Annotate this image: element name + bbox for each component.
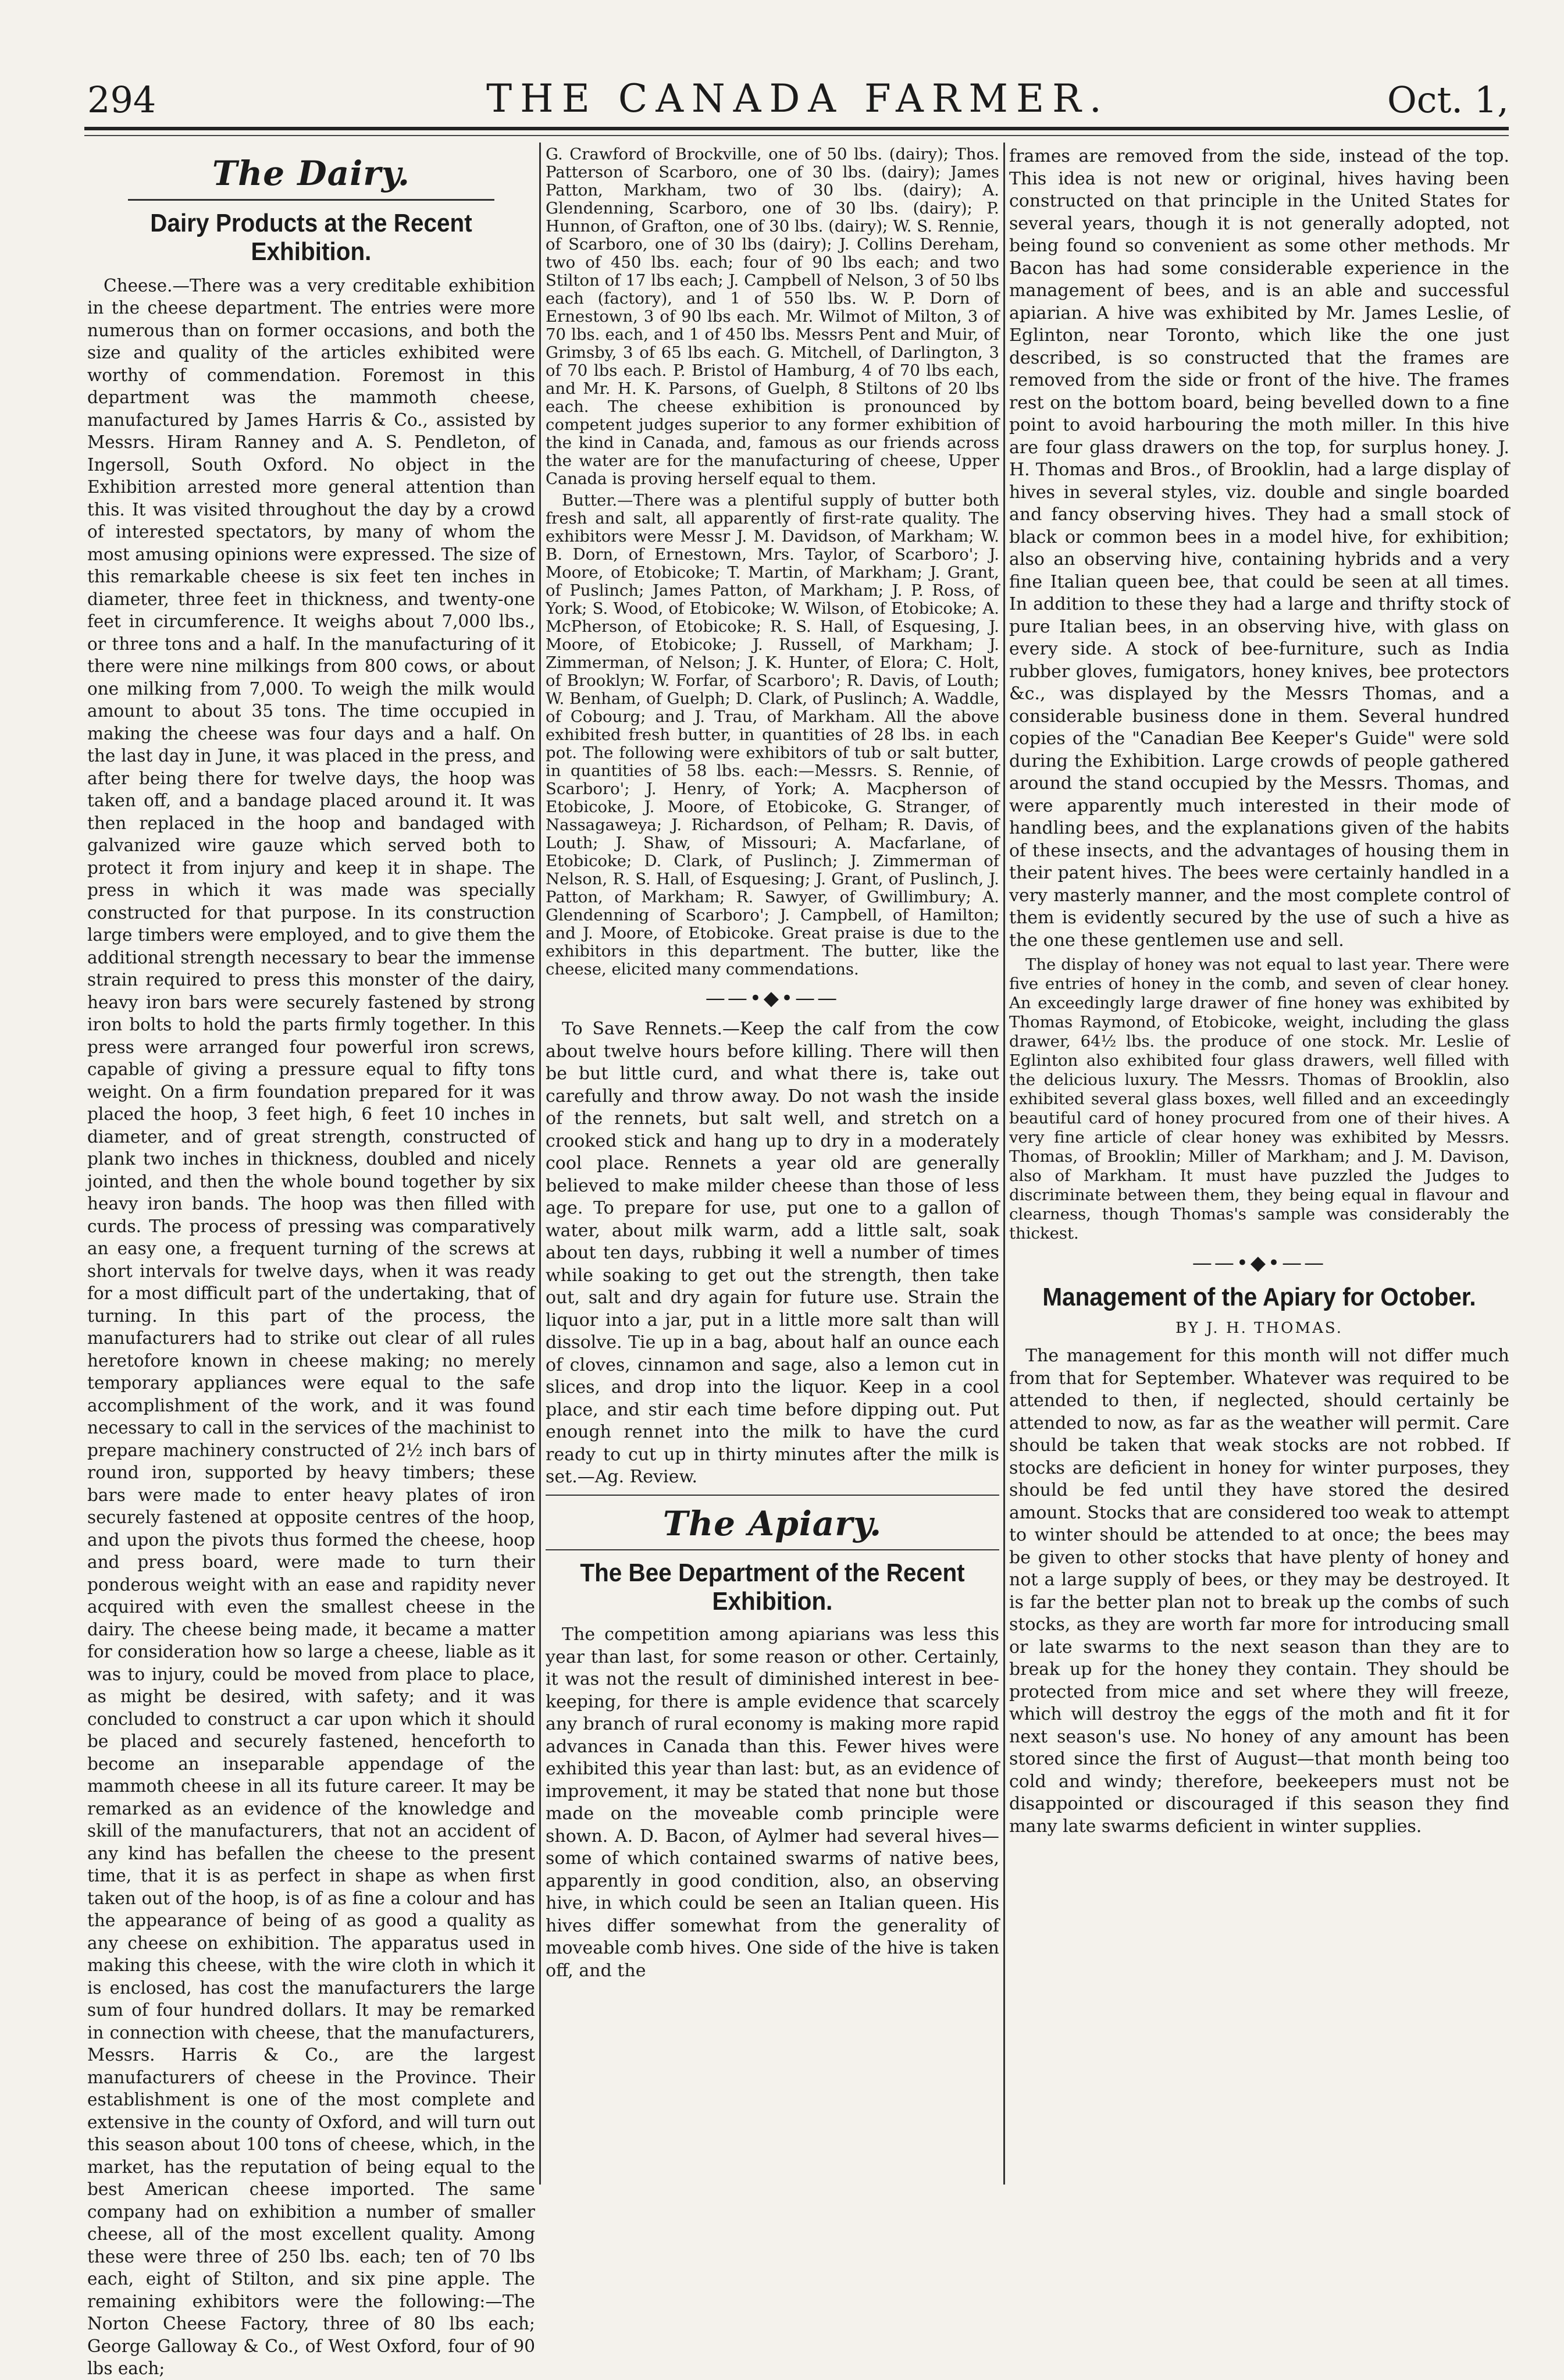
separator-ornament: ——•◆•—— — [1192, 1251, 1327, 1275]
separator-ornament: ——•◆•—— — [705, 987, 840, 1010]
article-paragraph-butter: Butter.—There was a plentiful supply of butter both fresh and salt, all apparently of first-rate quality. The exhibitors were Messr J. M. Davidson, of Markham; W. B. Dorn, of Ernestown, Mrs. Taylor, of Scarboro'; J. Moore, of Etobicoke; T. Martin, of Markham; J. Grant, of Puslinch; James Patton, of Markham; J. P. Ross, of York; S. Wood, of Etobicoke; W. Wilson, of Etobicoke; A. McPherson, of Etobicoke; R. S. Hall, of Esquesing, J. Moore, of Etobicoke; J. Russell, of Markham; J. Zimmerman, of Nelson; J. K. Hunter, of Elora; C. Holt, of Brooklyn; W. Forfar, of Scarboro'; R. Davis, of Louth; W. Benham, of Guelph; D. Clark, of Puslinch; A. Waddle, of Cobourg; and J. Trau, of Markham. All the above exhibited fresh butter, in quantities of 28 lbs. in each pot. The following were exhibitors of tub or salt butter, in quantities of 58 lbs. each:—Messrs. S. Rennie, of Scarboro'; J. Henry, of York; A. Macpherson of Etobicoke, J. Moore, of Etobicoke, G. Stranger, of Nassagaweya; J. Richardson, of Pelham; R. Davis, of Louth; J. Shaw, of Missouri; A. Macfarlane, of Etobicoke; D. Clark, of Puslinch; J. Zimmerman of Nelson, R. S. Hall, of Esquesing; J. Grant, of Puslinch, J. Patton, of Markham; R. Sawyer, of Gwillimbury; A. Glendenning of Scarboro'; J. Campbell, of Hamilton; and J. Moore, of Etobicoke. Great praise is due to the exhibitors in this department. The butter, like the cheese, elicited many commendations. — [546, 491, 999, 979]
masthead-title: THE CANADA FARMER. — [486, 76, 1110, 121]
section-rule — [546, 1549, 999, 1550]
page-number: 294 — [87, 79, 156, 121]
page-header — [87, 67, 1509, 143]
article-byline: BY J. H. THOMAS. — [1175, 1319, 1344, 1337]
header-rule-thin — [84, 135, 1509, 136]
article-paragraph: The competition among apiarians was less this year than last, for some reason or other. Certainly, it was not the result of diminished interest in bee-keeping, for there is ample evidence that scarcely any branch of rural economy is making more rapid advances in Canada than this. Fewer hives were exhibited this year than last: but, as an evidence of improvement, it may be stated that none but those made on the moveable comb principle were shown. A. D. Bacon, of Aylmer had several hives—some of which contained swarms of native bees, apparently in good condition, also, an observing hive, in which could be seen an Italian queen. His hives differ somewhat from the generality of moveable comb hives. One side of the hive is taken off, and the — [546, 1624, 999, 1981]
issue-date: Oct. 1, — [1387, 79, 1509, 121]
section-heading-dairy: The Dairy. — [212, 154, 411, 193]
section-rule — [128, 199, 494, 201]
article-paragraph: Cheese.—There was a very creditable exhibition in the cheese department. The entries were more numerous than on former occasions, and both the size and quality of the articles exhibited were worthy of commendation. Foremost in this department was the mammoth cheese, manufactured by James Harris & Co., assisted by Messrs. Hiram Ranney and A. S. Pendleton, of Ingersoll, South Oxford. No object in the Exhibition arrested more general attention than this. It was visited throughout the day by a crowd of interested spectators, by many of whom the most amusing opinions were expressed. The size of this remarkable cheese is six feet ten inches in diameter, three feet in thickness, and twenty-one feet in circumference. It weighs about 7,000 lbs., or three tons and a half. In the manufacturing of it there were nine milkings from 800 cows, or about one milking from 7,000. To weigh the milk would amount to about 35 tons. The time occupied in making the cheese was four days and a half. On the last day in June, it was placed in the press, and after being there for twelve days, the hoop was taken off, and a bandage placed around it. It was then replaced in the hoop and bandaged with galvanized wire gauze which served both to protect it from injury and keep it in shape. The press in which it was made was specially constructed for that purpose. In its construction large timbers were employed, and to give them the additional strength necessary to bear the immense strain required to press this monster of the dairy, heavy iron bars were securely fastened by strong iron bolts to hold the parts firmly together. In this press were arranged four powerful iron screws, capable of giving a pressure equal to fifty tons weight. On a firm foundation prepared for it was placed the hoop, 3 feet high, 6 feet 10 inches in diameter, and of great strength, constructed of plank two inches in thickness, doubled and nicely jointed, and then the whole bound together by six heavy iron bands. The hoop was then filled with curds. The process of pressing was comparatively an easy one, a frequent turning of the screws at short intervals for twelve days, when it was ready for a most difficult part of the undertaking, that of turning. In this part of the process, the manufacturers had to strike out clear of all rules heretofore known in cheese making; no merely temporary appliances were equal to the safe accomplishment of the work, and it was found necessary to call in the services of the machinist to prepare machinery constructed of 2½ inch bars of round iron, supported by heavy timbers; these bars were made to enter heavy plates of iron securely fastened at opposite centres of the hoop, and upon the pivots thus formed the cheese, hoop and press board, were made to turn their ponderous weight with an ease and rapidity never acquired with even the smallest cheese in the dairy. The cheese being made, it became a matter for consideration how so large a cheese, liable as it was to injury, could be moved from place to place, as might be desired, with safety; and it was concluded to construct a car upon which it should be placed and securely fastened, henceforth to become an inseparable appendage of the mammoth cheese in all its future career. It may be remarked as an evidence of the knowledge and skill of the manufacturers, that not an accident of any kind has befallen the cheese to the present time, that it is as perfect in shape as when first taken out of the hoop, is of as fine a colour and has the appearance of being of as good a quality as any cheese on exhibition. The apparatus used in making this cheese, with the wire cloth in which it is enclosed, has cost the manufacturers the large sum of four hundred dollars. It may be remarked in connection with cheese, that the manufacturers, Messrs. Harris & Co., are the largest manufacturers of cheese in the Province. Their establishment is one of the most complete and extensive in the county of Oxford, and will turn out this season about 100 tons of cheese, which, in the market, has the reputation of being equal to the best American cheese imported. The same company had on exhibition a number of smaller cheese, all of the most excellent quality. Among these were three of 250 lbs. each; ten of 70 lbs each, eight of Stilton, and six pine apple. The remaining exhibitors were the following:—The Norton Cheese Factory, three of 80 lbs each; George Galloway & Co., of West Oxford, four of 90 lbs each; — [87, 275, 535, 2379]
article-paragraph: The management for this month will not differ much from that for September. Whatever was required to be attended to then, if neglected, should certainly be attended to now, as far as the weather will permit. Care should be taken that weak stocks are not robbed. If stocks are deficient in honey for winter purposes, they should be fed until they have stored the desired amount. Stocks that are considered too weak to attempt to winter should be attended to at once; the bees may be given to other stocks that have plenty of honey and not a large supply of bees, or they may be destroyed. It is far the better plan not to break up the combs of such stocks, as they are worth far more for introducing small or late swarms to the next season than they are to break up for the honey they contain. They should be protected from mice and set where they will freeze, which will destroy the eggs of the moth and fit it for next season's use. No honey of any amount has been stored since the first of August—that month being too cold and windy; therefore, beekeepers must not be disappointed or discouraged if this season they find many late swarms deficient in winter supplies. — [1009, 1346, 1509, 1837]
article-paragraph: G. Crawford of Brockville, one of 50 lbs. (dairy); Thos. Patterson of Scarboro, one of 30 lbs. (dairy); James Patton, Markham, two of 30 lbs. (dairy); A. Glendenning, Scarboro, one of 30 lbs. (dairy); P. Hunnon, of Grafton, one of 30 lbs. (dairy); W. S. Rennie, of Scarboro, one of 30 lbs (dairy); J. Collins Dereham, two of 450 lbs. each; four of 90 lbs each; and two Stilton of 17 lbs each; J. Campbell of Nelson, 3 of 50 lbs each (factory), and 1 of 550 lbs. W. P. Dorn of Ernestown, 3 of 90 lbs each. Mr. Wilmot of Milton, 3 of 70 lbs. each, and 1 of 450 lbs. Messrs Pent and Muir, of Grimsby, 3 of 65 lbs each. G. Mitchell, of Darlington, 3 of 70 lbs each. P. Bristol of Hamburg, 4 of 70 lbs each, and Mr. H. K. Parsons, of Guelph, 8 Stiltons of 20 lbs each. The cheese exhibition is pronounced by competent judges superior to any former exhibition of the kind in Canada, and, famous as our friends across the water are for the manufacturing of cheese, Upper Canada is proving herself equal to them. — [546, 145, 999, 488]
section-heading-apiary: The Apiary. — [662, 1503, 882, 1543]
header-rule — [84, 127, 1509, 130]
article-paragraph-rennets: To Save Rennets.—Keep the calf from the cow about twelve hours before killing. There will then be but little curd, and what there is, take out carefully and throw away. Do not wash the inside of the rennets, but salt well, and stretch on a crooked stick and hang up to dry in a moderately cool place. Rennets a year old are generally believed to make milder cheese than those of less age. To prepare for use, put one to a gallon of water, about milk warm, add a little salt, soak about ten days, rubbing it well a number of times while soaking to get out the strength, then take out, salt and dry again for future use. Strain the liquor into a jar, put in a little more salt than will dissolve. Tie up in a bag, about half an ounce each of cloves, cinnamon and sage, also a lemon cut in slices, and drop into the liquor. Keep in a cool place, and stir each time before dipping out. Put enough rennet into the milk to have the curd ready to cut up in thirty minutes after the milk is set.—Ag. Review. — [546, 1019, 999, 1487]
article-paragraph-honey: The display of honey was not equal to last year. There were five entries of honey in the comb, and seven of clear honey. An exceedingly large drawer of fine honey was exhibited by Thomas Raymond, of Etobicoke, weight, including the glass drawer, 64½ lbs. the produce of one stock. Mr. Leslie of Eglinton also exhibited four glass drawers, well filled with the delicious luxury. The Messrs. Thomas of Brooklin, also exhibited several glass boxes, well filled and an exceedingly beautiful card of honey procured from one of their hives. A very fine article of clear honey was exhibited by Messrs. Thomas, of Brooklin; Miller of Markham; and J. M. Davison, also of Markham. It must have puzzled the Judges to discriminate between them, they being equal in flavour and clearness, though Thomas's sample was considerably the thickest. — [1009, 955, 1509, 1243]
column-divider — [1003, 143, 1005, 2185]
article-paragraph: frames are removed from the side, instead of the top. This idea is not new or original, hives having been constructed on that principle in the United States for several years, though it is not generally adopted, not being found so convenient as some other methods. Mr Bacon has had some considerable experience in the management of bees, and is an able and successful apiarian. A hive was exhibited by Mr. James Leslie, of Eglinton, near Toronto, which like the one just described, is so constructed that the frames are removed from the side or front of the hive. The frames rest on the bottom board, being bevelled down to a fine point to avoid harbouring the moth miller. In this hive are four glass drawers on the top, for surplus honey. J. H. Thomas and Bros., of Brooklin, had a large display of hives in several styles, viz. double and single boarded and fancy observing hives. They had a small stock of black or common bees in a model hive, for exhibition; also an observing hive, containing hybrids and a very fine Italian queen bee, that could be seen at all times. In addition to these they had a large and thrifty stock of pure Italian bees, in an observing hive, with glass on every side. A stock of bee-furniture, such as India rubber gloves, fumigators, honey knives, bee protectors &c., was displayed by the Messrs Thomas, and a considerable business done in them. Several hundred copies of the "Canadian Bee Keeper's Guide" were sold during the Exhibition. Large crowds of people gathered around the stand occupied by the Messrs. Thomas, and were apparently much interested in their mode of handling bees, and the explanations given of the habits of these insects, and the advantages of housing them in their patent hives. The bees were certainly handled in a very masterly manner, and the most complete control of them is evidently secured by the use of such a hive as the one these gentlemen use and sell. — [1009, 146, 1509, 951]
column-divider — [539, 143, 541, 2185]
column-1 — [87, 145, 535, 2379]
section-rule — [546, 1495, 999, 1496]
article-title-dairy-products: Dairy Products at the Recent Exhibition. — [150, 209, 472, 266]
column-2 — [546, 145, 999, 2182]
article-title-bee-department: The Bee Department of the Recent Exhibition. — [580, 1558, 965, 1616]
column-3 — [1009, 145, 1509, 2182]
article-title-apiary-management: Management of the Apiary for October. — [1042, 1283, 1476, 1311]
